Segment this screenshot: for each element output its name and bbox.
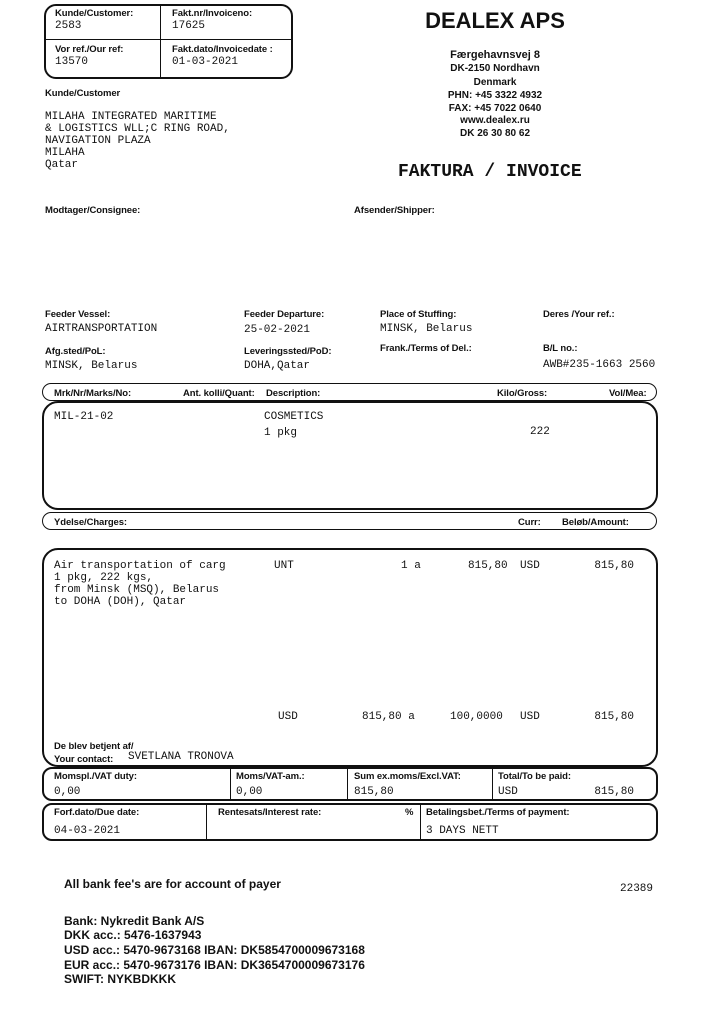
our-ref-value: 13570 xyxy=(55,56,89,68)
vat-divider xyxy=(230,768,231,800)
customer-address-line: MILAHA INTEGRATED MARITIME xyxy=(45,111,217,123)
marks-box xyxy=(42,401,658,510)
document-title: FAKTURA / INVOICE xyxy=(398,162,582,182)
description-column-header: Description: xyxy=(266,388,321,399)
company-name: DEALEX APS xyxy=(425,8,565,33)
marks-column-header: Mrk/Nr/Marks/No: xyxy=(54,388,132,399)
invoice-date-value: 01-03-2021 xyxy=(172,56,239,68)
header-divider-vertical xyxy=(160,5,161,78)
eur-account: EUR acc.: 5470-9673176 IBAN: DK3654700009673176 xyxy=(64,958,365,972)
payment-divider xyxy=(420,804,421,840)
gross-column-header: Kilo/Gross: xyxy=(497,388,548,399)
bank-name: Bank: Nykredit Bank A/S xyxy=(64,914,205,928)
reference-number: 22389 xyxy=(620,883,654,895)
shipper-label: Afsender/Shipper: xyxy=(354,205,435,216)
place-of-stuffing-label: Place of Stuffing: xyxy=(380,309,457,320)
consignee-label: Modtager/Consignee: xyxy=(45,205,141,216)
total-line-currency-2: USD xyxy=(520,711,540,723)
port-of-loading-value: MINSK, Belarus xyxy=(45,360,138,372)
goods-quantity: 1 pkg xyxy=(264,427,298,439)
feeder-departure-value: 25-02-2021 xyxy=(244,324,311,336)
excl-vat-value: 815,80 xyxy=(354,786,394,798)
payment-divider xyxy=(206,804,207,840)
due-date-value: 04-03-2021 xyxy=(54,825,121,837)
customer-address-line: NAVIGATION PLAZA xyxy=(45,135,151,147)
our-ref-label: Vor ref./Our ref: xyxy=(55,44,124,55)
charge-description-line: from Minsk (MSQ), Belarus xyxy=(54,584,220,596)
invoice-number-label: Fakt.nr/Invoiceno: xyxy=(172,8,253,19)
customer-address-label: Kunde/Customer xyxy=(45,88,121,99)
invoice-number-value: 17625 xyxy=(172,20,206,32)
your-ref-label: Deres /Your ref.: xyxy=(543,309,615,320)
total-to-pay-value: 815,80 xyxy=(594,786,634,798)
total-line-amount: 815,80 xyxy=(594,711,634,723)
currency-column-header: Curr: xyxy=(518,517,541,528)
company-fax: FAX: +45 7022 0640 xyxy=(448,103,542,114)
customer-number-value: 2583 xyxy=(55,20,82,32)
charges-column-header: Ydelse/Charges: xyxy=(54,517,127,528)
contact-label: Your contact: xyxy=(54,754,114,765)
goods-description: COSMETICS xyxy=(264,411,324,423)
customer-address-line: MILAHA xyxy=(45,147,85,159)
charge-quantity: 1 a xyxy=(401,560,421,572)
customer-address-line: Qatar xyxy=(45,159,79,171)
terms-of-delivery-label: Frank./Terms of Del.: xyxy=(380,343,472,354)
port-of-discharge-value: DOHA,Qatar xyxy=(244,360,311,372)
vat-amount-value: 0,00 xyxy=(236,786,263,798)
excl-vat-label: Sum ex.moms/Excl.VAT: xyxy=(354,771,461,782)
payment-terms-value: 3 DAYS NETT xyxy=(426,825,499,837)
port-of-discharge-label: Leveringssted/PoD: xyxy=(244,346,332,357)
charge-description-line: to DOHA (DOH), Qatar xyxy=(54,596,187,608)
interest-rate-label: Rentesats/Interest rate: xyxy=(218,807,322,818)
marks-header-bar xyxy=(42,383,657,401)
bl-number-label: B/L no.: xyxy=(543,343,578,354)
due-date-label: Forf.dato/Due date: xyxy=(54,807,140,818)
feeder-departure-label: Feeder Departure: xyxy=(244,309,325,320)
customer-number-label: Kunde/Customer: xyxy=(55,8,134,19)
quantity-column-header: Ant. kolli/Quant: xyxy=(183,388,255,399)
vat-duty-value: 0,00 xyxy=(54,786,81,798)
company-phone: PHN: +45 3322 4932 xyxy=(447,90,543,101)
goods-gross-weight: 222 xyxy=(530,426,550,438)
total-to-pay-label: Total/To be paid: xyxy=(498,771,571,782)
total-line-currency: USD xyxy=(278,711,298,723)
charge-description-line: 1 pkg, 222 kgs, xyxy=(54,572,154,584)
vat-divider xyxy=(492,768,493,800)
payment-terms-label: Betalingsbet./Terms of payment: xyxy=(426,807,570,818)
interest-percent-sign: % xyxy=(405,807,414,818)
charge-unit-price: 815,80 xyxy=(468,560,508,572)
swift-code: SWIFT: NYKBDKKK xyxy=(64,972,176,986)
customer-address-line: & LOGISTICS WLL;C RING ROAD, xyxy=(45,123,230,135)
company-vat-number: DK 26 30 80 62 xyxy=(459,128,531,139)
charge-unit: UNT xyxy=(274,560,294,572)
charge-amount: 815,80 xyxy=(594,560,634,572)
feeder-vessel-label: Feeder Vessel: xyxy=(45,309,111,320)
contact-name: SVETLANA TRONOVA xyxy=(128,751,234,763)
vat-divider xyxy=(347,768,348,800)
amount-column-header: Beløb/Amount: xyxy=(562,517,629,528)
charge-description-line: Air transportation of carg xyxy=(54,560,226,572)
dkk-account: DKK acc.: 5476-1637943 xyxy=(64,928,202,942)
charge-currency: USD xyxy=(520,560,540,572)
vat-amount-label: Moms/VAT-am.: xyxy=(236,771,305,782)
bl-number-value: AWB#235-1663 2560 xyxy=(543,359,656,371)
feeder-vessel-value: AIRTRANSPORTATION xyxy=(45,323,158,335)
bank-fee-note: All bank fee's are for account of payer xyxy=(64,877,281,891)
marks-value: MIL-21-02 xyxy=(54,411,114,423)
company-street: Færgehavnsvej 8 xyxy=(450,49,540,61)
total-to-pay-currency: USD xyxy=(498,786,518,798)
invoice-date-label: Fakt.dato/Invoicedate : xyxy=(172,44,273,55)
total-line-value: 815,80 a xyxy=(362,711,415,723)
company-website: www.dealex.ru xyxy=(460,115,530,126)
served-by-label: De blev betjent af/ xyxy=(54,741,134,752)
company-city: DK-2150 Nordhavn xyxy=(450,63,540,74)
header-divider-horizontal xyxy=(45,39,292,40)
volume-column-header: Vol/Mea: xyxy=(609,388,647,399)
company-country: Denmark xyxy=(473,77,517,88)
port-of-loading-label: Afg.sted/PoL: xyxy=(45,346,106,357)
place-of-stuffing-value: MINSK, Belarus xyxy=(380,323,473,335)
vat-duty-label: Momspl./VAT duty: xyxy=(54,771,137,782)
exchange-rate: 100,0000 xyxy=(450,711,503,723)
usd-account: USD acc.: 5470-9673168 IBAN: DK5854700009673168 xyxy=(64,943,365,957)
